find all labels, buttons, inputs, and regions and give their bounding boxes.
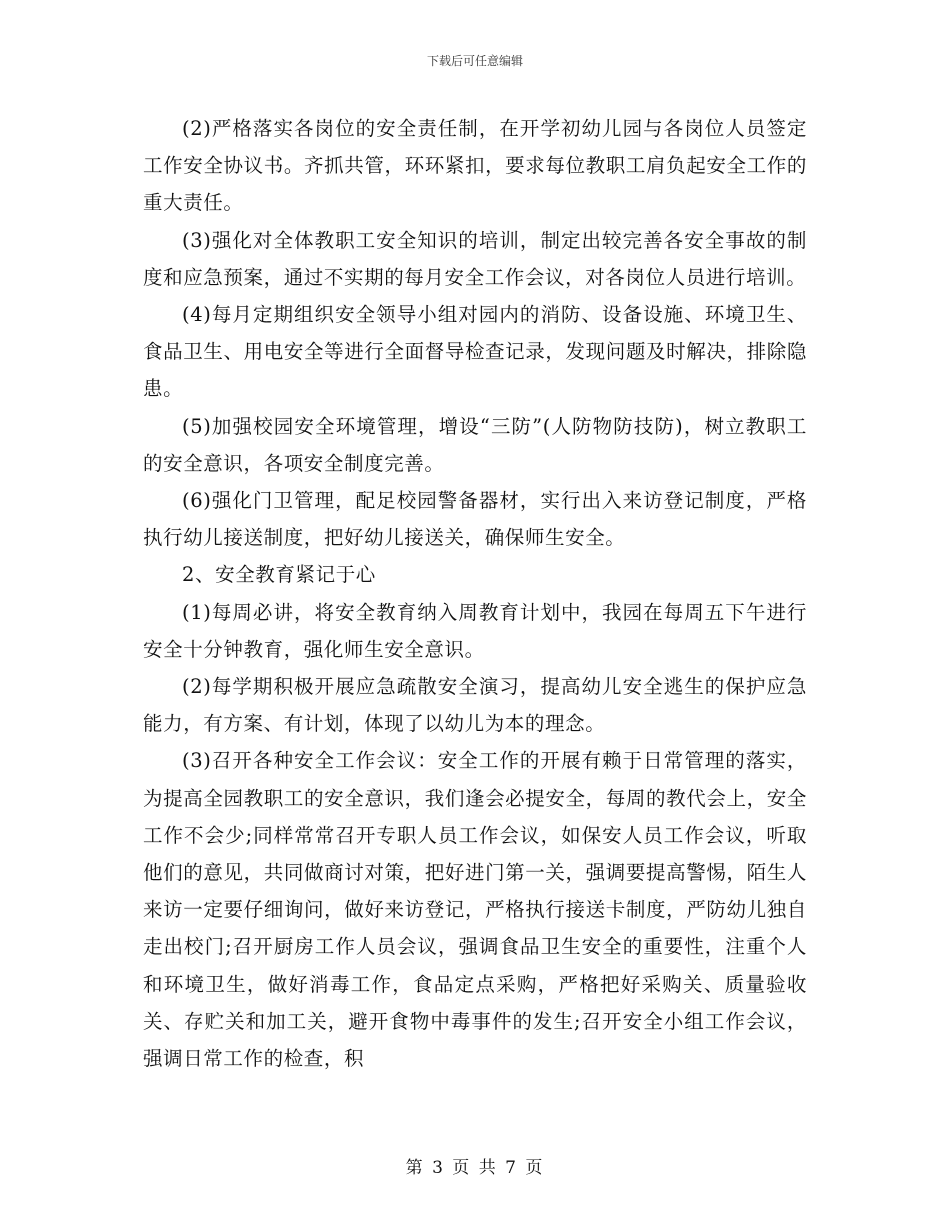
document-body: [143, 110, 807, 1077]
paragraph-edu-3: (3)召开各种安全工作会议：安全工作的开展有赖于日常管理的落实，为提高全园教职工的安全意识，我们逢会必提安全，每周的教代会上，安全工作不会少;同样常常召开专职人员工作会议，如保安人员工作会议，听取他们的意见，共同做商讨对策，把好进门第一关，强调要提高警惕，陌生人来访一定要仔细询问，做好来访登记，严格执行接送卡制度，严防幼儿独自走出校门;召开厨房工作人员会议，强调食品卫生安全的重要性，注重个人和环境卫生，做好消毒工作，食品定点采购，严格把好采购关、质量验收关、存贮关和加工关，避开食物中毒事件的发生;召开安全小组工作会议，强调日常工作的检查，积: [143, 749, 807, 1071]
page-number: 第 3 页 共 7 页: [405, 1158, 545, 1178]
paragraph-item-3: (3)强化对全体教职工安全知识的培训，制定出较完善各安全事故的制度和应急预案，通过不实期的每月安全工作会议，对各岗位人员进行培训。: [143, 228, 807, 289]
page-header: 下载后可任意编辑: [426, 54, 523, 68]
paragraph-edu-1: (1)每周必讲，将安全教育纳入周教育计划中，我园在每周五下午进行安全十分钟教育，强化师生安全意识。: [143, 600, 807, 661]
paragraph-item-2: (2)严格落实各岗位的安全责任制，在开学初幼儿园与各岗位人员签定工作安全协议书。齐抓共管，环环紧扣，要求每位教职工肩负起安全工作的重大责任。: [143, 117, 807, 215]
paragraph-item-5: (5)加强校园安全环境管理，增设“三防”(人防物防技防)，树立教职工的安全意识，各项安全制度完善。: [143, 414, 807, 475]
paragraph-edu-2: (2)每学期积极开展应急疏散安全演习，提高幼儿安全逃生的保护应急能力，有方案、有计划，体现了以幼儿为本的理念。: [143, 675, 807, 736]
paragraph-item-6: (6)强化门卫管理，配足校园警备器材，实行出入来访登记制度，严格执行幼儿接送制度，把好幼儿接送关，确保师生安全。: [143, 489, 807, 550]
section-heading: 2、安全教育紧记于心: [182, 563, 376, 587]
paragraph-item-4: (4)每月定期组织安全领导小组对园内的消防、设备设施、环境卫生、食品卫生、用电安全等进行全面督导检查记录，发现问题及时解决，排除隐患。: [143, 303, 807, 401]
